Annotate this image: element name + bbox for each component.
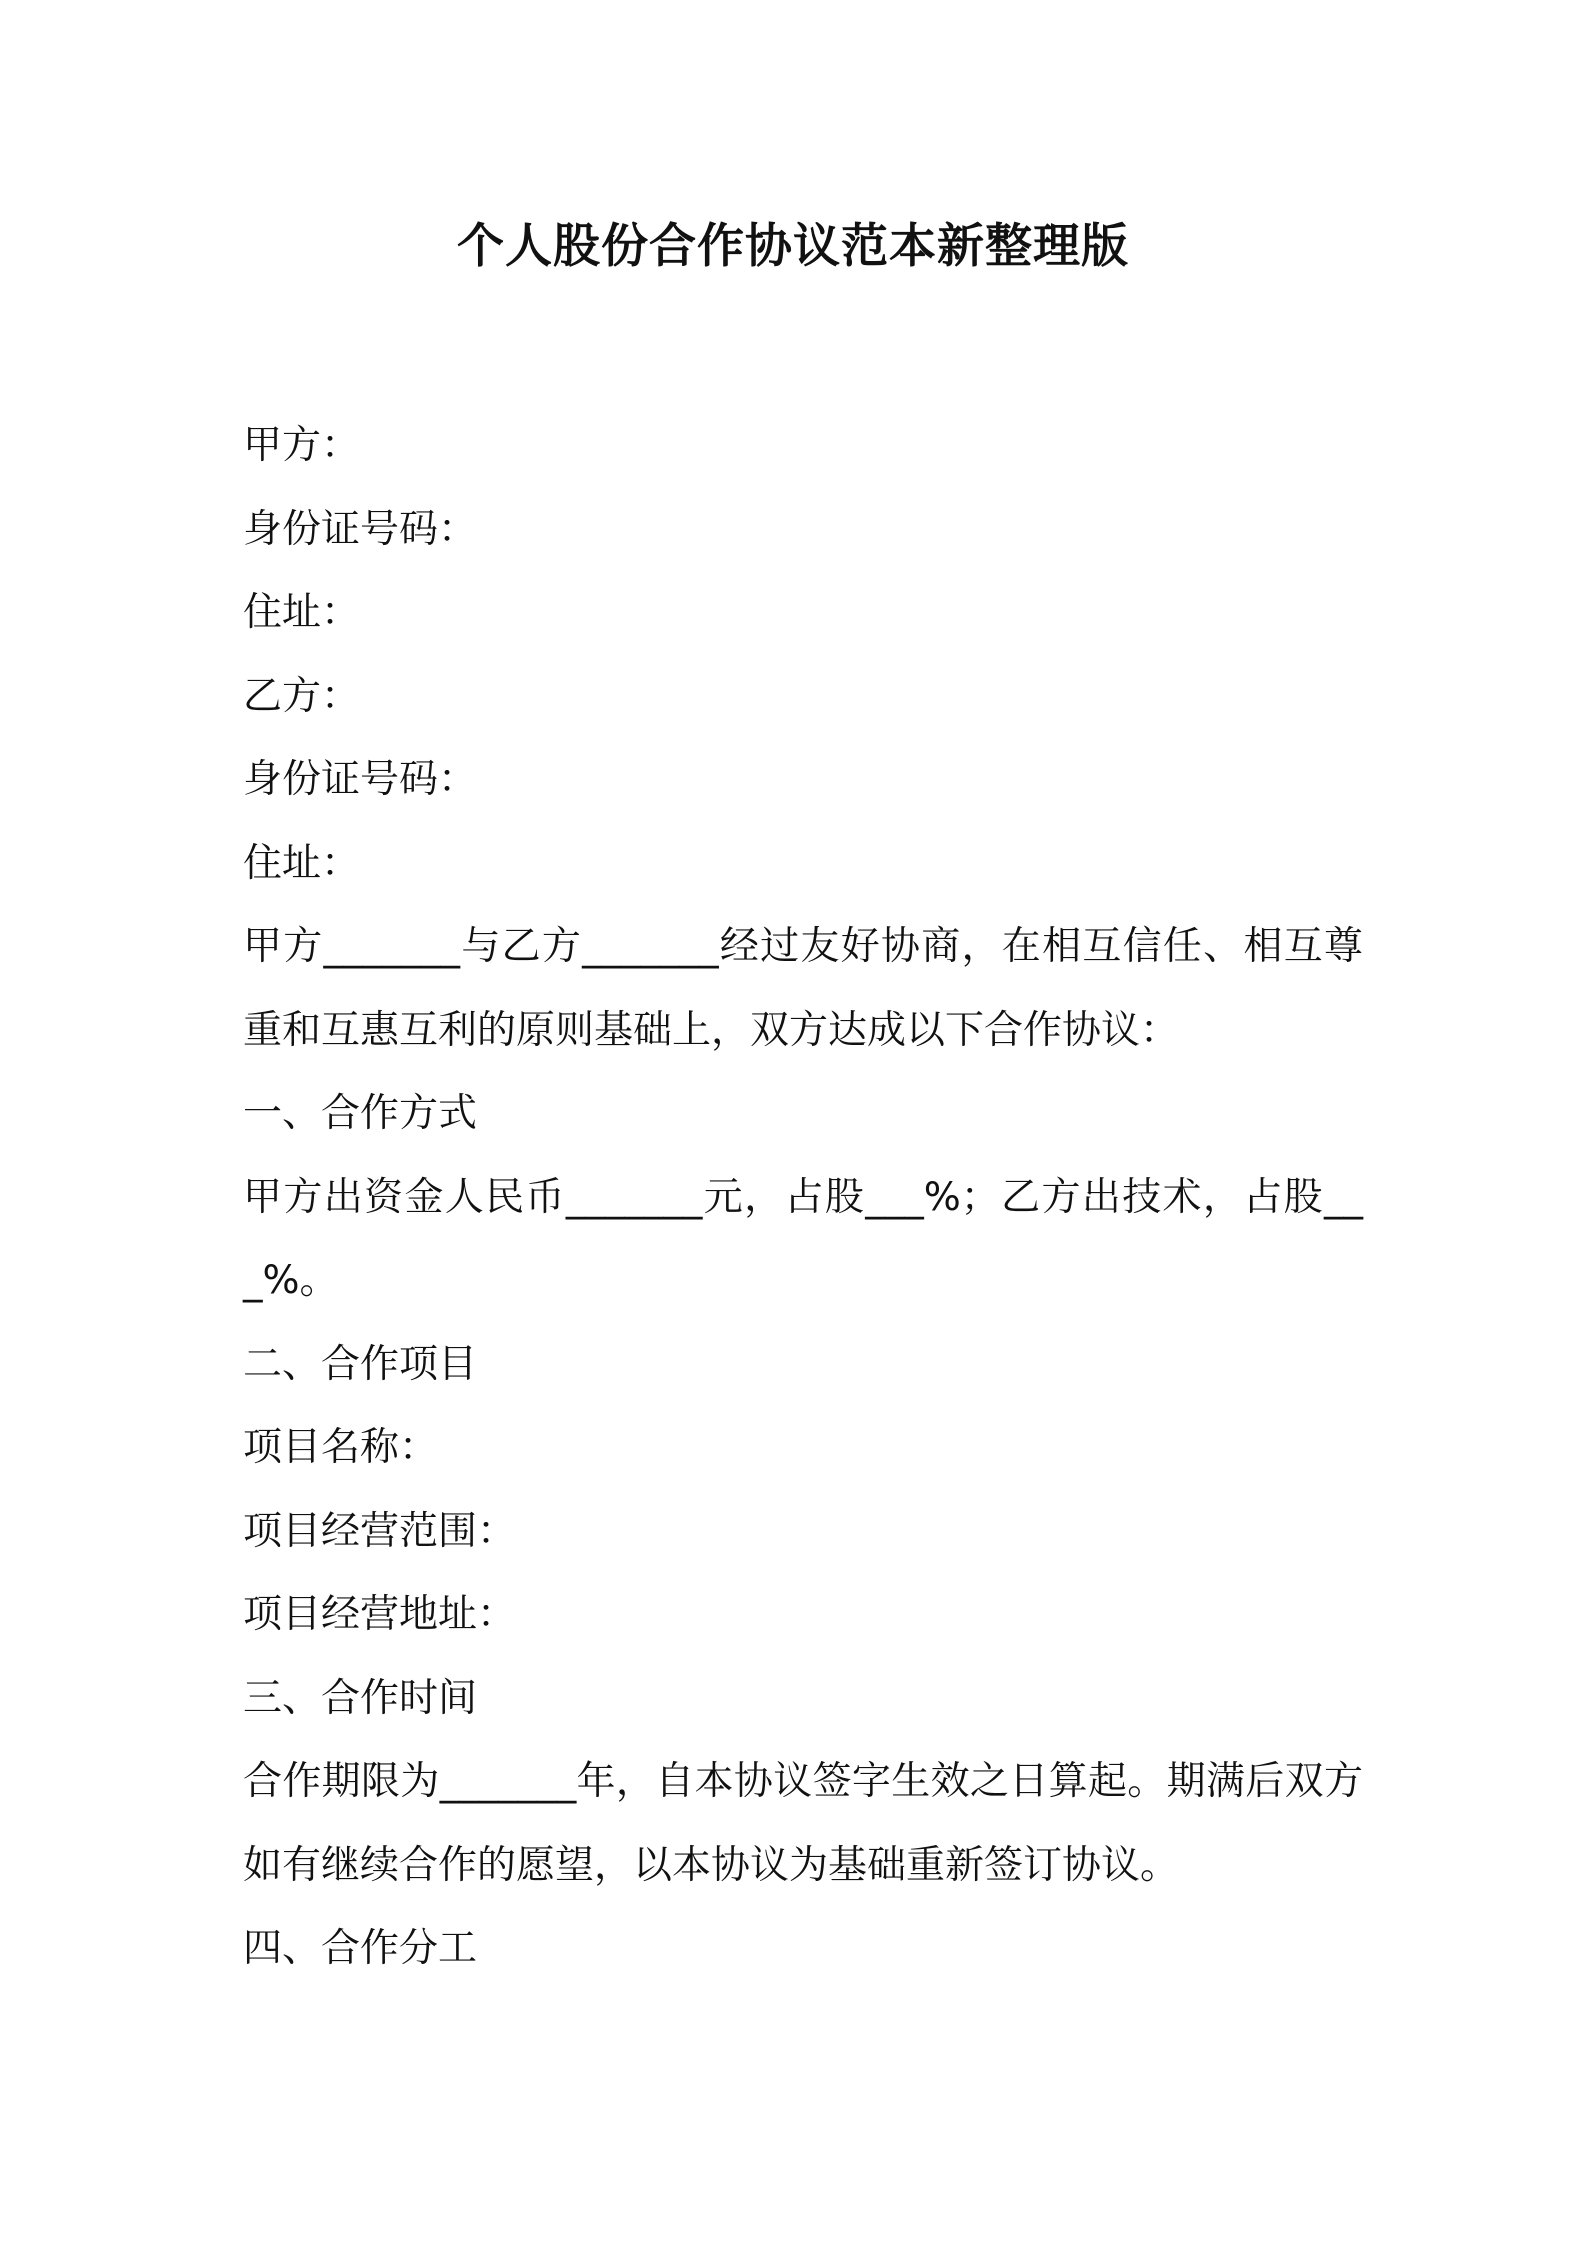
project-name-label: 项目名称： (243, 1425, 439, 1470)
party-a-label: 甲方： (243, 423, 361, 468)
party-b-label: 乙方： (243, 673, 361, 719)
party-b-id-label: 身份证号码： (243, 757, 478, 802)
document-body (243, 404, 1363, 1991)
section-4-heading: 四、合作分工 (243, 1926, 478, 1971)
section-1-text: 甲方出资金人民币_______元，占股___%；乙方出技术，占股___%。 (243, 1174, 1363, 1303)
party-a-address-label: 住址： (243, 590, 361, 635)
project-scope-label: 项目经营范围： (243, 1508, 517, 1554)
section-2-heading: 二、合作项目 (243, 1341, 478, 1387)
section-3-text: 合作期限为_______年，自本协议签字生效之日算起。期满后双方如有继续合作的愿望，以本协议为基础重新签订协议。 (243, 1759, 1363, 1888)
party-a-id-label: 身份证号码： (243, 506, 478, 552)
intro-paragraph: 甲方_______与乙方_______经过友好协商，在相互信任、相互尊重和互惠互利的原则基础上，双方达成以下合作协议： (243, 924, 1363, 1053)
document-title: 个人股份合作协议范本新整理版 (457, 219, 1129, 274)
section-3-heading: 三、合作时间 (243, 1675, 478, 1721)
section-1-heading: 一、合作方式 (243, 1091, 478, 1136)
party-b-address-label: 住址： (243, 840, 361, 886)
project-address-label: 项目经营地址： (243, 1592, 517, 1637)
